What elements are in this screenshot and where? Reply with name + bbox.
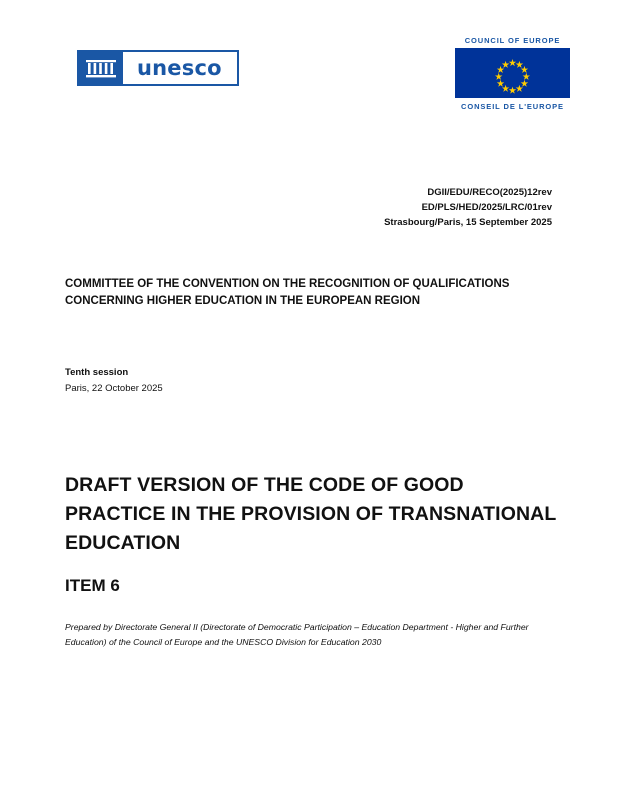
reference-line-2: ED/PLS/HED/2025/LRC/01rev <box>421 202 552 213</box>
reference-line-3: Strasbourg/Paris, 15 September 2025 <box>384 217 552 228</box>
reference-line-1: DGII/EDU/RECO(2025)12rev <box>427 187 552 198</box>
session-place-date: Paris, 22 October 2025 <box>65 383 163 394</box>
prepared-by-note: Prepared by Directorate General II (Directorate of Democratic Participation – Education Department - Higher and Further Education) of the Council of Europe and the UNESCO Division for Education 2030 <box>65 622 529 647</box>
logo-row <box>0 36 617 116</box>
council-of-europe-logo <box>455 36 570 118</box>
unesco-wordmark: unesco <box>137 56 222 80</box>
page-title: DRAFT VERSION OF THE CODE OF GOOD PRACTICE IN THE PROVISION OF TRANSNATIONAL EDUCATION <box>65 474 556 554</box>
session-block <box>65 365 465 397</box>
coe-title-en: COUNCIL OF EUROPE <box>464 36 561 45</box>
unesco-temple-icon <box>79 52 123 84</box>
coe-title-fr: CONSEIL DE L'EUROPE <box>461 102 564 111</box>
session-name: Tenth session <box>65 367 129 378</box>
unesco-logo <box>77 50 239 86</box>
committee-heading: COMMITTEE OF THE CONVENTION ON THE RECOGNITION OF QUALIFICATIONS CONCERNING HIGHER EDUCATION IN THE EUROPEAN REGION <box>65 278 510 307</box>
europe-stars-flag-icon <box>455 48 570 98</box>
reference-block <box>384 185 552 230</box>
agenda-item-label: ITEM 6 <box>65 576 120 595</box>
